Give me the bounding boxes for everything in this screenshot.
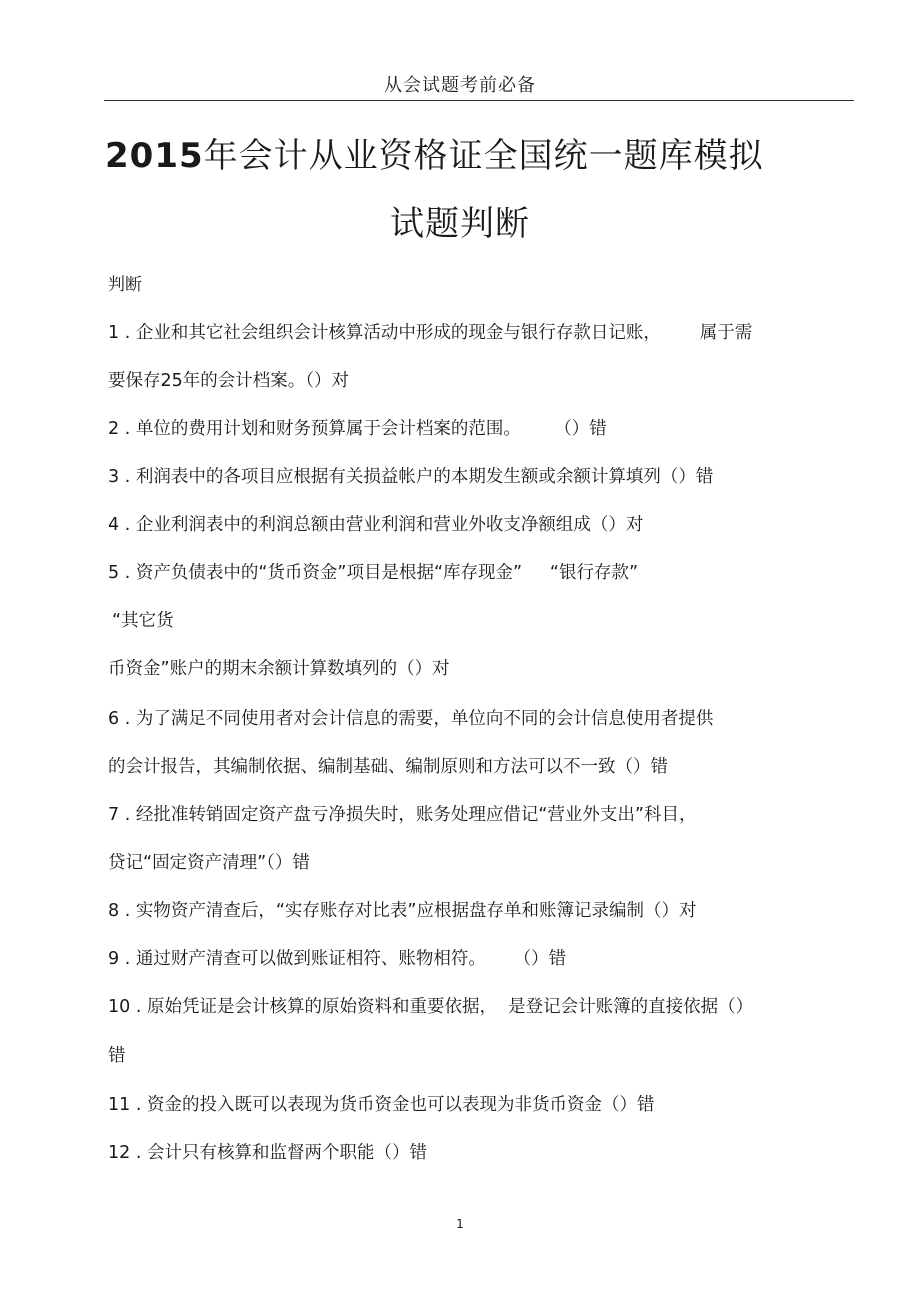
question-text: 原始凭证是会计核算的原始资料和重要依据， 是登记会计账簿的直接依据（） [146, 997, 754, 1017]
question-number: 8 [108, 901, 120, 921]
question-9: 9 . 通过财产清查可以做到账证相符、账物相符。 （）错 [108, 949, 567, 969]
question-text: 为了满足不同使用者对会计信息的需要，单位向不同的会计信息使用者提供 [135, 709, 714, 729]
question-1-continuation: 要保存25年的会计档案。（）对 [108, 371, 350, 391]
question-10: 10 . 原始凭证是会计核算的原始资料和重要依据， 是登记会计账簿的直接依据（） [108, 997, 754, 1017]
question-text: 资产负债表中的“货币资金”项目是根据“库存现金” “银行存款” [135, 563, 639, 583]
question-text: 利润表中的各项目应根据有关损益帐户的本期发生额或余额计算填列（）错 [135, 467, 714, 487]
question-1: 1 . 企业和其它社会组织会计核算活动中形成的现金与银行存款日记账， 属于需 [108, 323, 753, 343]
question-7: 7 . 经批准转销固定资产盘亏净损失时，账务处理应借记“营业外支出”科目， [108, 805, 697, 825]
question-5-continuation: 币资金”账户的期末余额计算数填列的（）对 [108, 659, 450, 679]
running-header: 从会试题考前必备 [384, 75, 536, 96]
question-number: 12 [108, 1143, 131, 1163]
question-10-continuation: 错 [108, 1046, 126, 1066]
question-5-continuation: “其它货 [112, 611, 174, 631]
page-number: 1 [456, 1217, 464, 1231]
question-number: 11 [108, 1095, 131, 1115]
question-number: 5 [108, 563, 120, 583]
question-text: 资金的投入既可以表现为货币资金也可以表现为非货币资金（）错 [146, 1095, 655, 1115]
question-number: 4 [108, 515, 120, 535]
question-text: 实物资产清查后，“实存账存对比表”应根据盘存单和账簿记录编制（）对 [135, 901, 697, 921]
question-3: 3 . 利润表中的各项目应根据有关损益帐户的本期发生额或余额计算填列（）错 [108, 467, 714, 487]
question-number: 3 [108, 467, 120, 487]
question-2: 2 . 单位的费用计划和财务预算属于会计档案的范围。 （）错 [108, 419, 607, 439]
question-11: 11 . 资金的投入既可以表现为货币资金也可以表现为非货币资金（）错 [108, 1095, 655, 1115]
question-number: 1 [108, 323, 120, 343]
question-8: 8 . 实物资产清查后，“实存账存对比表”应根据盘存单和账簿记录编制（）对 [108, 901, 697, 921]
question-text: 企业利润表中的利润总额由营业利润和营业外收支净额组成（）对 [135, 515, 644, 535]
question-text: 企业和其它社会组织会计核算活动中形成的现金与银行存款日记账， 属于需 [135, 323, 753, 343]
page-title-line-1 [105, 134, 764, 178]
title-year: 2015 [105, 136, 204, 176]
question-number: 6 [108, 709, 120, 729]
question-4: 4 . 企业利润表中的利润总额由营业利润和营业外收支净额组成（）对 [108, 515, 644, 535]
question-7-continuation: 贷记“固定资产清理”（）错 [108, 853, 310, 873]
question-6-continuation: 的会计报告，其编制依据、编制基础、编制原则和方法可以不一致（）错 [108, 757, 668, 777]
question-12: 12 . 会计只有核算和监督两个职能（）错 [108, 1143, 427, 1163]
question-number: 7 [108, 805, 120, 825]
page-title-line-2: 试题判断 [390, 204, 530, 244]
question-text: 通过财产清查可以做到账证相符、账物相符。 （）错 [135, 949, 567, 969]
question-5: 5 . 资产负债表中的“货币资金”项目是根据“库存现金” “银行存款” [108, 563, 639, 583]
question-number: 10 [108, 997, 131, 1017]
question-number: 2 [108, 419, 120, 439]
question-text: 会计只有核算和监督两个职能（）错 [146, 1143, 427, 1163]
question-text: 单位的费用计划和财务预算属于会计档案的范围。 （）错 [135, 419, 607, 439]
header-divider [104, 100, 854, 101]
section-label: 判断 [108, 275, 142, 295]
question-text: 经批准转销固定资产盘亏净损失时，账务处理应借记“营业外支出”科目， [135, 805, 697, 825]
question-6: 6 . 为了满足不同使用者对会计信息的需要，单位向不同的会计信息使用者提供 [108, 709, 714, 729]
title-line-1-text: 年会计从业资格证全国统一题库模拟 [203, 136, 764, 176]
question-number: 9 [108, 949, 120, 969]
